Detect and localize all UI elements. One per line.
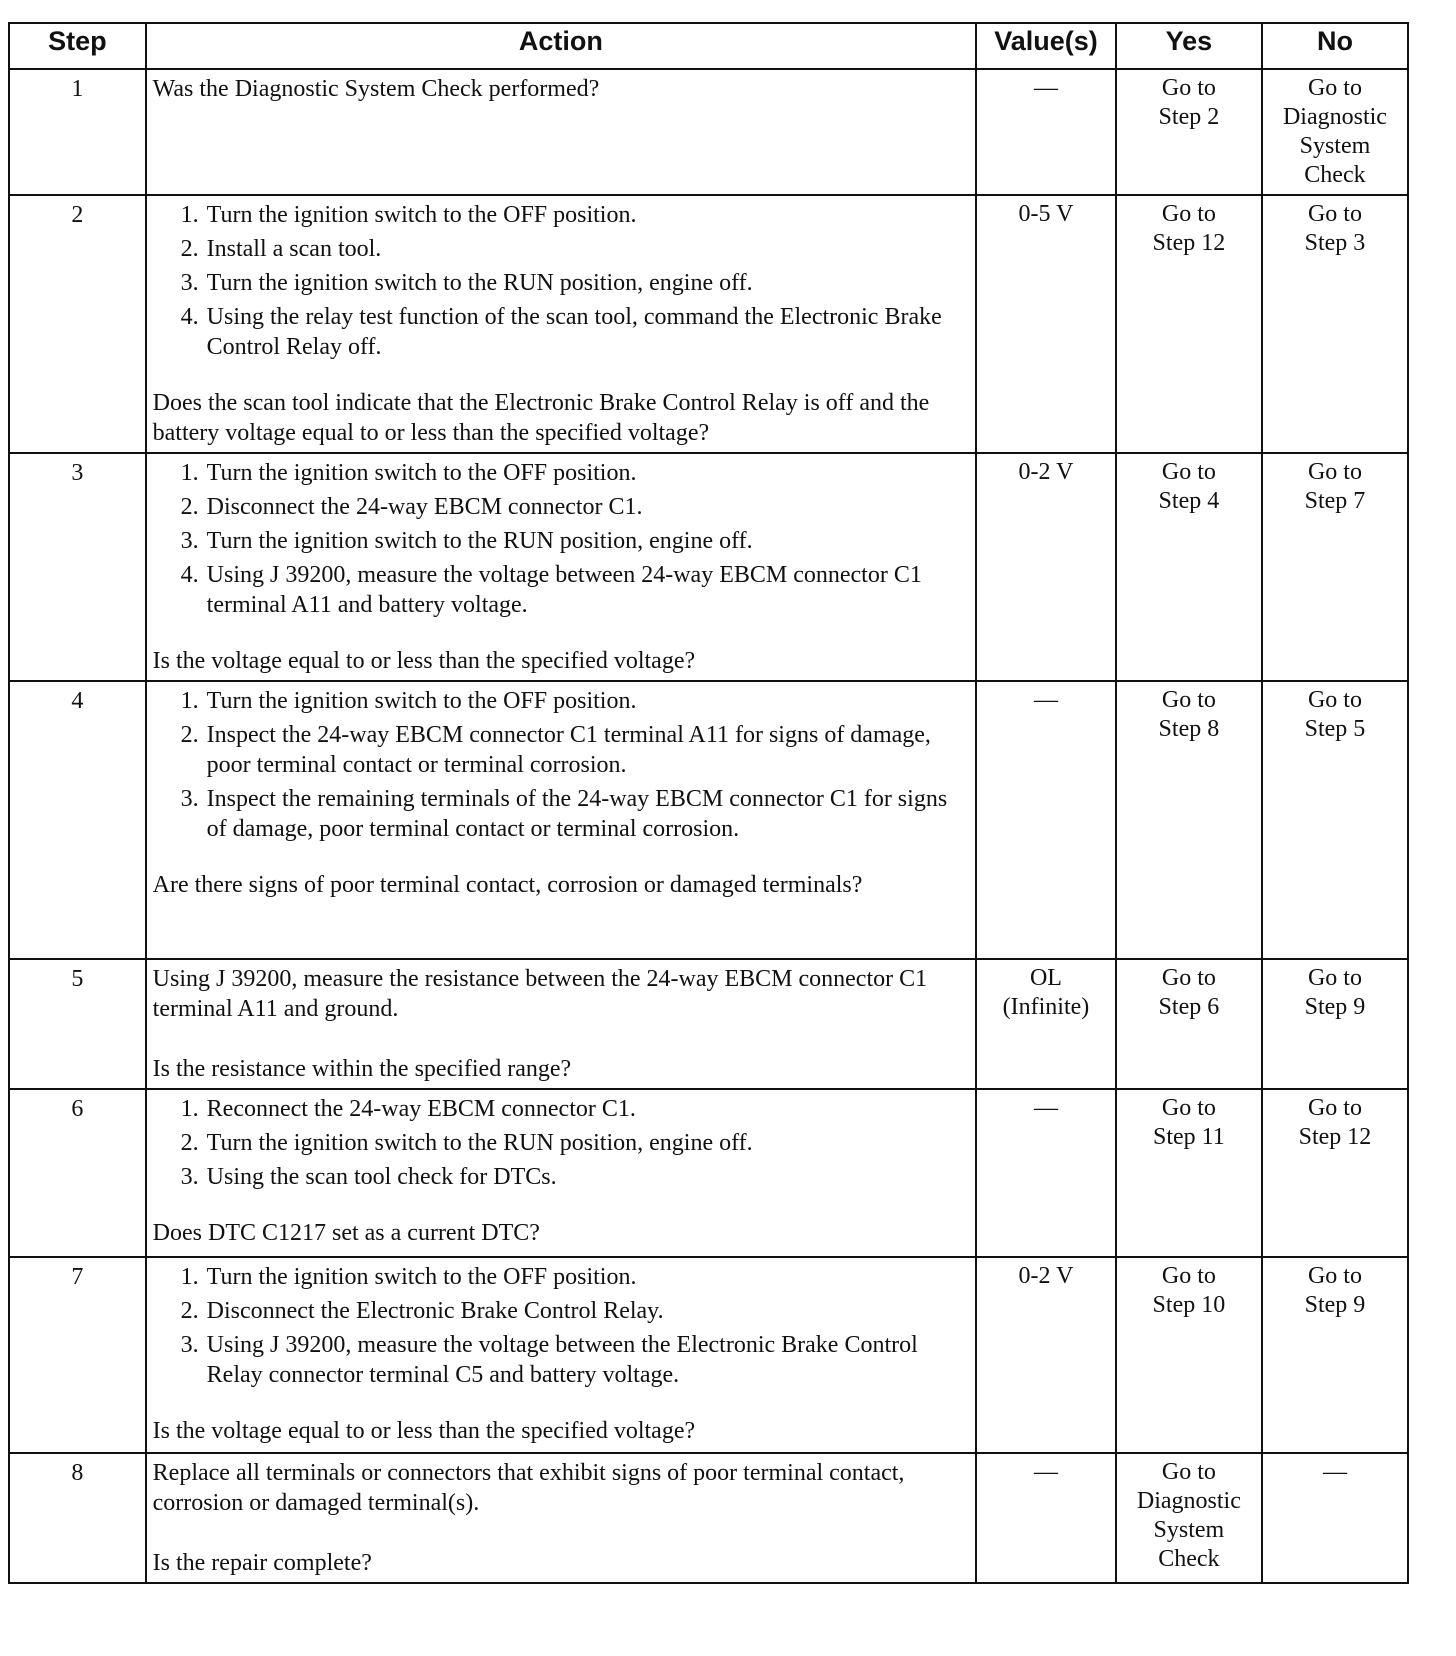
no-line: Go to xyxy=(1307,75,1362,101)
value-cell xyxy=(976,681,1116,959)
yes-cell xyxy=(1116,959,1262,1089)
no-line: Diagnostic xyxy=(1282,104,1387,130)
action-question: Is the voltage equal to or less than the specified voltage? xyxy=(152,648,696,674)
action-cell xyxy=(146,69,976,195)
action-cell xyxy=(146,195,976,453)
value-cell xyxy=(976,1453,1116,1583)
value-line: 0-2 V xyxy=(1018,1263,1074,1289)
table-row xyxy=(9,1453,1408,1583)
action-question: Does the scan tool indicate that the Electronic Brake Control Relay is off and the battery voltage equal to or less than the specified voltage? xyxy=(152,390,930,446)
yes-line: Go to xyxy=(1161,1459,1216,1485)
yes-line: Go to xyxy=(1161,201,1216,227)
table-row xyxy=(9,195,1408,453)
yes-line: Step 6 xyxy=(1158,994,1220,1020)
step-number: 2 xyxy=(9,195,146,453)
table-row xyxy=(9,959,1408,1089)
action-steps xyxy=(153,458,969,620)
no-line: Go to xyxy=(1307,965,1362,991)
value-cell xyxy=(976,1089,1116,1257)
diagnostic-table xyxy=(8,22,1409,1584)
action-cell xyxy=(146,681,976,959)
value-cell xyxy=(976,453,1116,681)
yes-line: Step 2 xyxy=(1158,104,1220,130)
yes-line: Step 8 xyxy=(1158,716,1220,742)
action-step: 3. Using the scan tool check for DTCs. xyxy=(205,1162,969,1192)
yes-cell xyxy=(1116,1257,1262,1453)
yes-line: Step 4 xyxy=(1158,488,1220,514)
no-cell xyxy=(1262,681,1408,959)
no-line: Step 7 xyxy=(1304,488,1366,514)
no-cell xyxy=(1262,453,1408,681)
no-line: Check xyxy=(1304,162,1366,188)
action-step: 3. Using J 39200, measure the voltage between the Electronic Brake Control Relay connector terminal C5 and battery voltage. xyxy=(205,1330,969,1390)
action-step: 3. Turn the ignition switch to the RUN position, engine off. xyxy=(205,268,969,298)
action-step: 2. Disconnect the Electronic Brake Control Relay. xyxy=(205,1296,969,1326)
action-question: Is the repair complete? xyxy=(152,1550,372,1576)
action-intro: Replace all terminals or connectors that exhibit signs of poor terminal contact, corrosion or damaged terminal(s). xyxy=(152,1460,905,1516)
value-line: — xyxy=(1033,75,1058,101)
no-line: Go to xyxy=(1307,459,1362,485)
table-row xyxy=(9,1257,1408,1453)
action-question: Does DTC C1217 set as a current DTC? xyxy=(152,1220,540,1246)
yes-line: Step 10 xyxy=(1152,1292,1226,1318)
value-line: — xyxy=(1033,1459,1058,1485)
action-step: 1. Reconnect the 24-way EBCM connector C1. xyxy=(205,1094,969,1124)
action-step: 2. Disconnect the 24-way EBCM connector C1. xyxy=(205,492,969,522)
step-number: 4 xyxy=(9,681,146,959)
action-step: 4. Using J 39200, measure the voltage between 24-way EBCM connector C1 terminal A11 and battery voltage. xyxy=(205,560,969,620)
action-steps xyxy=(153,1262,969,1390)
action-steps xyxy=(153,200,969,362)
step-number: 3 xyxy=(9,453,146,681)
yes-cell xyxy=(1116,1453,1262,1583)
table-row xyxy=(9,1089,1408,1257)
no-cell xyxy=(1262,1089,1408,1257)
value-line: 0-5 V xyxy=(1018,201,1074,227)
header-action: Action xyxy=(146,23,976,69)
no-line: Go to xyxy=(1307,1095,1362,1121)
table-header-row xyxy=(9,23,1408,69)
yes-line: Go to xyxy=(1161,1263,1216,1289)
action-cell xyxy=(146,1257,976,1453)
no-line: Step 5 xyxy=(1304,716,1366,742)
action-cell xyxy=(146,1089,976,1257)
value-line: — xyxy=(1033,687,1058,713)
action-step: 1. Turn the ignition switch to the OFF position. xyxy=(205,200,969,230)
action-step: 2. Turn the ignition switch to the RUN position, engine off. xyxy=(205,1128,969,1158)
action-question: Is the resistance within the specified range? xyxy=(152,1056,572,1082)
action-cell xyxy=(146,453,976,681)
action-step: 3. Turn the ignition switch to the RUN position, engine off. xyxy=(205,526,969,556)
header-values: Value(s) xyxy=(976,23,1116,69)
no-line: Step 9 xyxy=(1304,994,1366,1020)
action-step: 2. Inspect the 24-way EBCM connector C1 terminal A11 for signs of damage, poor terminal contact or terminal corrosion. xyxy=(205,720,969,780)
yes-line: Go to xyxy=(1161,965,1216,991)
table-row xyxy=(9,453,1408,681)
action-steps xyxy=(153,686,969,844)
value-line: OL xyxy=(1029,965,1062,991)
yes-line: Go to xyxy=(1161,1095,1216,1121)
no-cell xyxy=(1262,1453,1408,1583)
no-cell xyxy=(1262,69,1408,195)
header-yes: Yes xyxy=(1116,23,1262,69)
yes-line: Step 12 xyxy=(1152,230,1226,256)
diagnostic-table-sheet xyxy=(8,22,1409,1584)
no-line: Step 12 xyxy=(1298,1124,1372,1150)
no-cell xyxy=(1262,1257,1408,1453)
yes-cell xyxy=(1116,453,1262,681)
action-intro: Using J 39200, measure the resistance between the 24-way EBCM connector C1 terminal A11 and ground. xyxy=(152,966,928,1022)
no-line: Go to xyxy=(1307,1263,1362,1289)
no-line: Go to xyxy=(1307,687,1362,713)
yes-line: System xyxy=(1153,1517,1225,1543)
header-step: Step xyxy=(9,23,146,69)
step-number: 7 xyxy=(9,1257,146,1453)
action-step: 1. Turn the ignition switch to the OFF position. xyxy=(205,1262,969,1292)
action-step: 2. Install a scan tool. xyxy=(205,234,969,264)
no-line: Go to xyxy=(1307,201,1362,227)
yes-cell xyxy=(1116,69,1262,195)
yes-line: Go to xyxy=(1161,75,1216,101)
value-cell xyxy=(976,1257,1116,1453)
no-line: Step 3 xyxy=(1304,230,1366,256)
table-body xyxy=(9,69,1408,1583)
yes-line: Go to xyxy=(1161,459,1216,485)
no-cell xyxy=(1262,959,1408,1089)
no-line: Step 9 xyxy=(1304,1292,1366,1318)
value-cell xyxy=(976,195,1116,453)
step-number: 1 xyxy=(9,69,146,195)
yes-line: Step 11 xyxy=(1152,1124,1225,1150)
header-no: No xyxy=(1262,23,1408,69)
action-question: Is the voltage equal to or less than the specified voltage? xyxy=(152,1418,696,1444)
no-cell xyxy=(1262,195,1408,453)
action-step: 1. Turn the ignition switch to the OFF position. xyxy=(205,458,969,488)
action-cell xyxy=(146,959,976,1089)
yes-line: Diagnostic xyxy=(1136,1488,1241,1514)
yes-cell xyxy=(1116,195,1262,453)
no-line: System xyxy=(1299,133,1371,159)
action-cell xyxy=(146,1453,976,1583)
yes-line: Check xyxy=(1158,1546,1220,1572)
table-row xyxy=(9,681,1408,959)
yes-cell xyxy=(1116,681,1262,959)
action-intro: Was the Diagnostic System Check performed? xyxy=(152,76,600,102)
value-line: 0-2 V xyxy=(1018,459,1074,485)
yes-cell xyxy=(1116,1089,1262,1257)
step-number: 8 xyxy=(9,1453,146,1583)
step-number: 5 xyxy=(9,959,146,1089)
action-steps xyxy=(153,1094,969,1192)
step-number: 6 xyxy=(9,1089,146,1257)
value-cell xyxy=(976,69,1116,195)
no-line: — xyxy=(1322,1459,1347,1485)
action-question: Are there signs of poor terminal contact, corrosion or damaged terminals? xyxy=(152,872,863,898)
action-step: 1. Turn the ignition switch to the OFF position. xyxy=(205,686,969,716)
table-row xyxy=(9,69,1408,195)
yes-line: Go to xyxy=(1161,687,1216,713)
value-line: (Infinite) xyxy=(1002,994,1090,1020)
value-cell xyxy=(976,959,1116,1089)
value-line: — xyxy=(1033,1095,1058,1121)
action-step: 4. Using the relay test function of the scan tool, command the Electronic Brake Control Relay off. xyxy=(205,302,969,362)
action-step: 3. Inspect the remaining terminals of the 24-way EBCM connector C1 for signs of damage, poor terminal contact or terminal corrosion. xyxy=(205,784,969,844)
